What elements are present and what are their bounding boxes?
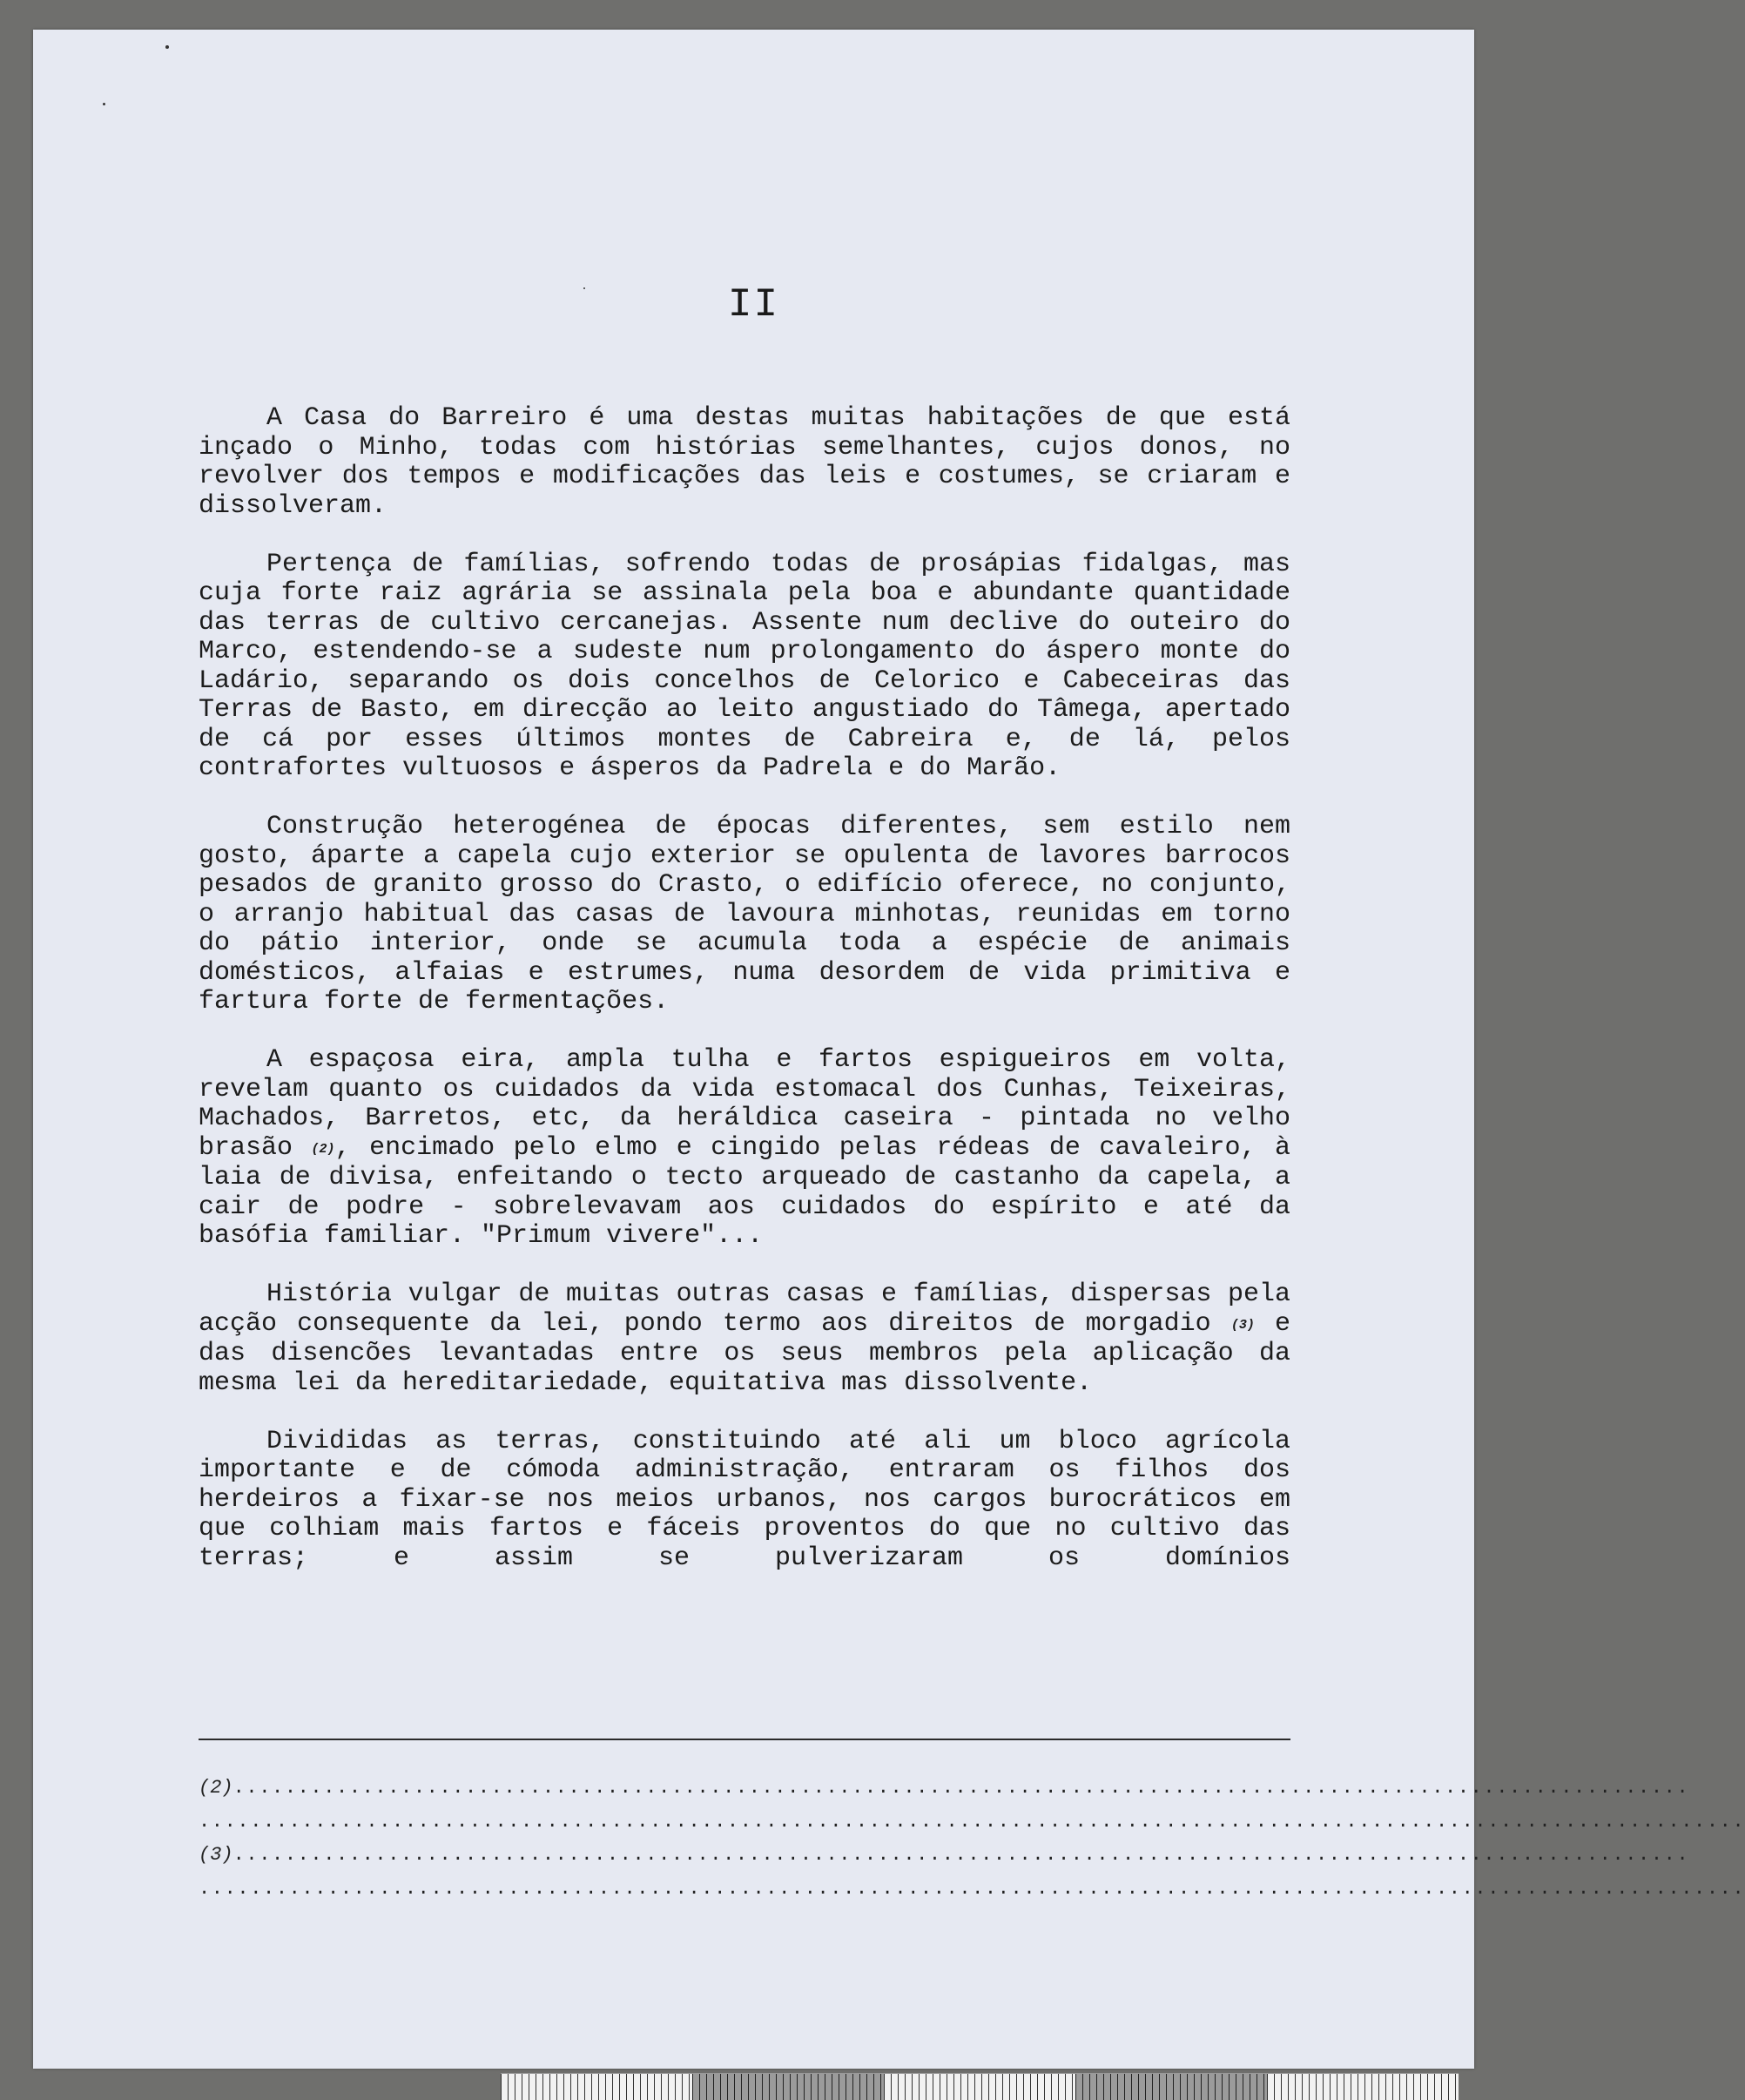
footnote-dots: ........................................................................................................................ — [199, 1810, 1745, 1833]
paragraph-5-text-b: e das disencões levantadas entre os seus membros pela aplicação da mesma lei da hereditariedade, equitativa mas dissolvente. — [199, 1308, 1290, 1398]
ruler-segment — [501, 2074, 692, 2100]
paragraph-2: Pertença de famílias, sofrendo todas de prosápias fidalgas, mas cuja forte raiz agrária se assinala pela boa e abundante quantidade das terras de cultivo cercanejas. Assente num declive do outeiro do Marco, estendendo-se a sudeste num prolongamento do áspero monte do Ladário, separando os dois concelhos de Celorico e Cabeceiras das Terras de Basto, em direcção ao leito angustiado do Tâmega, apertado de cá por esses últimos montes de Cabreira e, de lá, pelos contrafortes vultuosos e ásperos da Padrela e do Marão. — [199, 549, 1290, 783]
footnote-dots: ................................................................................................................. — [232, 1844, 1690, 1866]
paper-sheet — [33, 30, 1745, 2069]
paragraph-5 — [199, 1280, 1290, 1398]
body-text — [199, 404, 1290, 1573]
footnote-ref-3: (3) — [1230, 1317, 1255, 1333]
paragraph-6: Divididas as terras, constituindo até ali um bloco agrícola importante e de cómoda administração, entraram os filhos dos herdeiros a fixar-se nos meios urbanos, nos cargos burocráticos em que colhiam mais fartos e fáceis proventos do que no cultivo das terras; e assim se pulverizaram os domínios — [199, 1426, 1290, 1573]
ink-speck — [103, 103, 105, 105]
footnote-label: (3) — [199, 1844, 233, 1866]
paragraph-1: A Casa do Barreiro é uma destas muitas habitações de que está inçado o Minho, todas com histórias semelhantes, cujos donos, no revolver dos tempos e modificações das leis e costumes, se criaram e dissolveram. — [199, 403, 1290, 521]
footnote-dots: ................................................................................................................. — [232, 1777, 1690, 1799]
footnote-ref-2: (2) — [311, 1141, 335, 1157]
footnote-line — [199, 1839, 1690, 1873]
scale-ruler — [501, 2073, 1459, 2100]
paragraph-4-text-a: A espaçosa eira, ampla tulha e fartos espigueiros em volta, revelam quanto os cuidados da vida estomacal dos Cunhas, Teixeiras, Machados, Barretos, etc, da heráldica caseira - pintada no velho brasão — [199, 1045, 1290, 1163]
footnotes — [199, 1772, 1745, 1906]
footnote-separator — [199, 1739, 1290, 1740]
paragraph-4-text-b: , encimado pelo elmo e cingido pelas rédeas de cavaleiro, à laia de divisa, enfeitando o tecto arqueado de castanho da capela, a cair de podre - sobrelevavam aos cuidados do espírito e até da basófia familiar. "Primum vivere"... — [199, 1132, 1290, 1251]
footnote-line — [199, 1806, 1745, 1840]
paragraph-5-text-a: História vulgar de muitas outras casas e famílias, dispersas pela acção consequente da lei, pondo termo aos direitos de morgadio — [199, 1280, 1290, 1339]
footnote-line — [199, 1772, 1690, 1806]
ruler-segment — [884, 2074, 1075, 2100]
footnote-label: (2) — [199, 1777, 233, 1799]
ink-speck — [165, 45, 169, 49]
ruler-segment — [1267, 2074, 1459, 2100]
ruler-segment — [692, 2074, 884, 2100]
ruler-segment — [1075, 2074, 1267, 2100]
paragraph-4 — [199, 1046, 1290, 1252]
footnote-line — [199, 1873, 1745, 1907]
paragraph-3: Construção heterogénea de épocas diferentes, sem estilo nem gosto, áparte a capela cujo exterior se opulenta de lavores barrocos pesados de granito grosso do Crasto, o edifício oferece, no conjunto, o arranjo habitual das casas de lavoura minhotas, reunidas em torno do pátio interior, onde se acumula toda a espécie de animais domésticos, alfaias e estrumes, numa desordem de vida primitiva e fartura forte de fermentações. — [199, 812, 1290, 1016]
footnote-dots: ........................................................................................................................ — [199, 1877, 1745, 1900]
chapter-title: II — [727, 282, 780, 327]
